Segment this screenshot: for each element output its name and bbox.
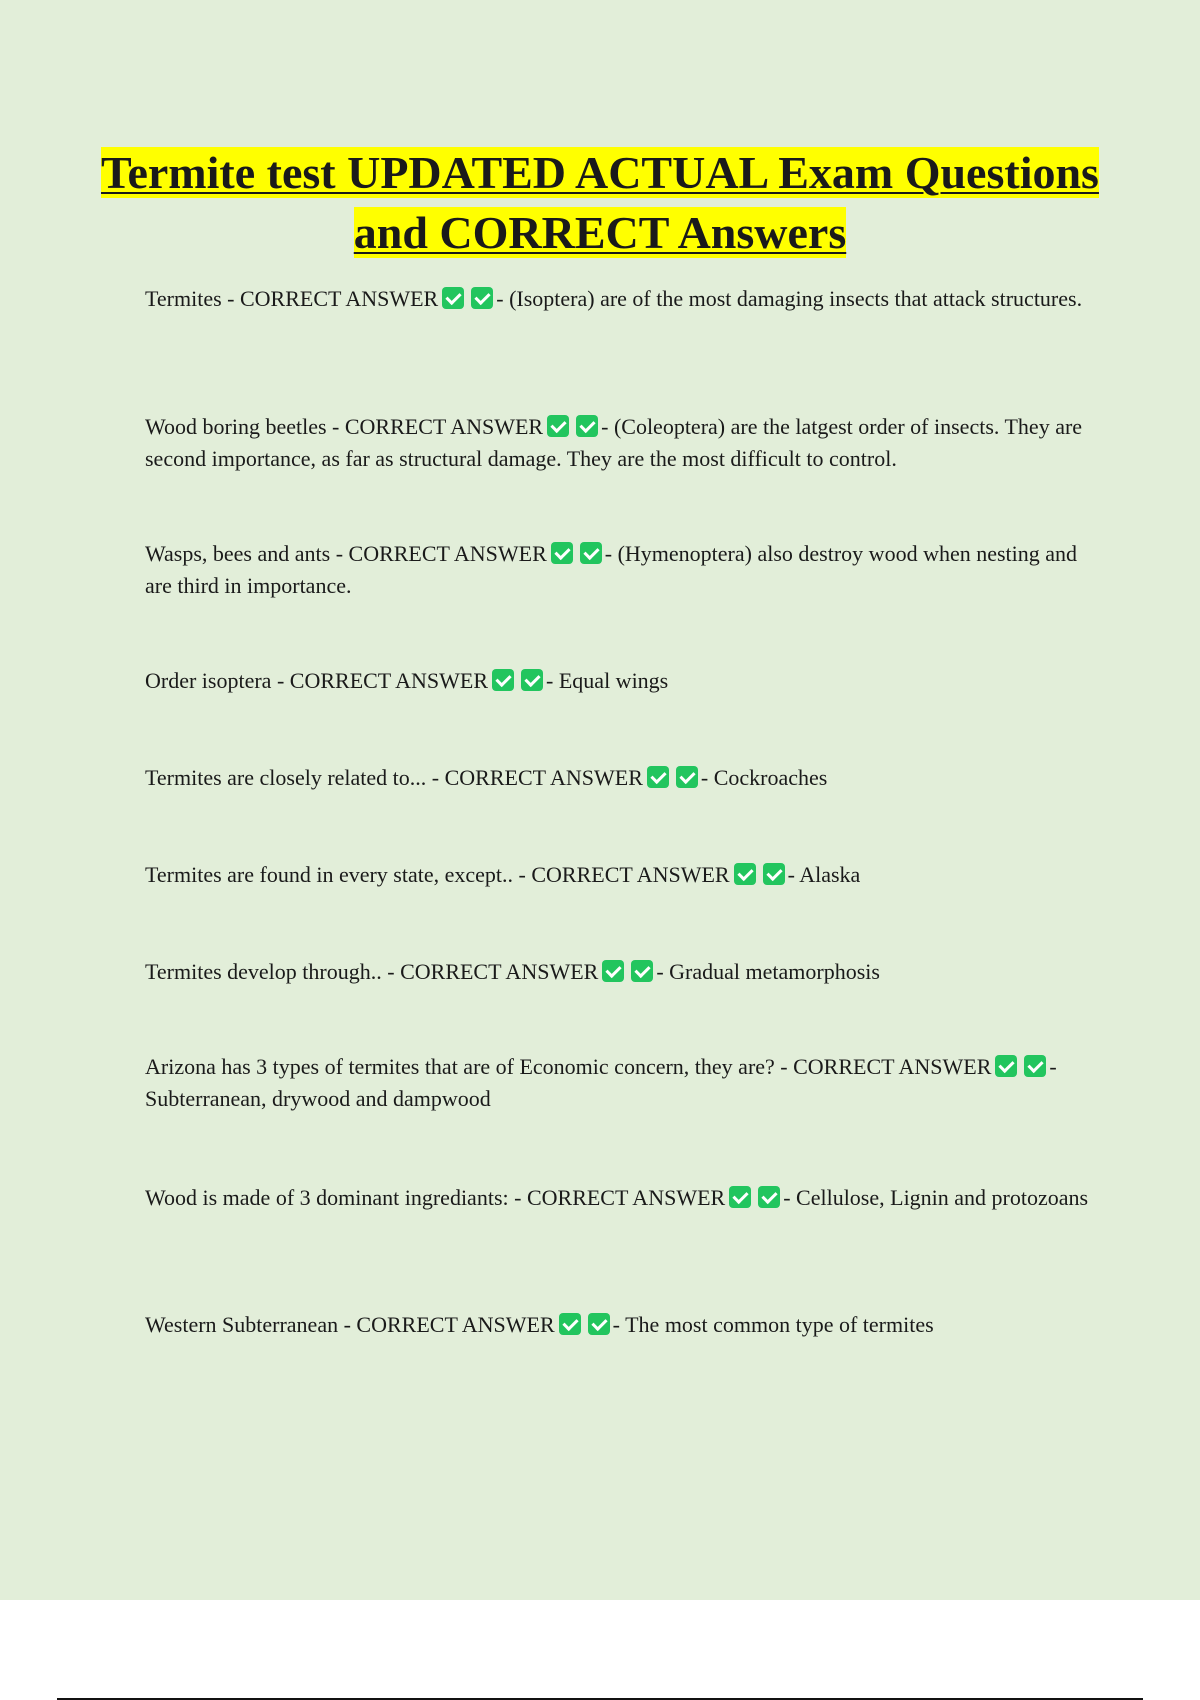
check-icon [995, 1055, 1017, 1077]
question-text: Termites [145, 286, 222, 311]
qa-item-6: Termites are found in every state, except.. - CORRECT ANSWER - Alaska [145, 862, 861, 887]
check-icon [734, 863, 756, 885]
answer-text: (Hymenoptera) also destroy wood when nesting and are third in importance. [145, 541, 1078, 598]
question-text: Termites develop through.. [145, 959, 382, 984]
check-icon [602, 960, 624, 982]
question-text: Wasps, bees and ants [145, 541, 331, 566]
check-icon [676, 766, 698, 788]
answer-marker: CORRECT ANSWER [444, 765, 643, 790]
check-icon [758, 1186, 780, 1208]
qa-item-9: Wood is made of 3 dominant ingrediants: - CORRECT ANSWER - Cellulose, Lignin and protozoans [145, 1185, 1089, 1210]
check-icon [471, 287, 493, 309]
answer-marker: CORRECT ANSWER [239, 286, 439, 311]
question-text: Western Subterranean [145, 1312, 339, 1337]
qa-item-1: Termites - CORRECT ANSWER - (Isoptera) are of the most damaging insects that attack structures. [145, 286, 1083, 311]
check-icon [729, 1186, 751, 1208]
answer-marker: CORRECT ANSWER [793, 1054, 992, 1079]
qa-item-7: Termites develop through.. - CORRECT ANSWER - Gradual metamorphosis [145, 959, 880, 984]
qa-item-10: Western Subterranean - CORRECT ANSWER - The most common type of termites [145, 1312, 934, 1337]
check-icon [763, 863, 785, 885]
check-icon [647, 766, 669, 788]
answer-text: Gradual metamorphosis [669, 959, 880, 984]
answer-marker: CORRECT ANSWER [526, 1185, 726, 1210]
question-text: Termites are found in every state, except.. [145, 862, 514, 887]
question-text: Wood boring beetles [145, 414, 327, 439]
check-icon [576, 415, 598, 437]
answer-text: (Isoptera) are of the most damaging insects that attack structures. [509, 286, 1083, 311]
document-title: Termite test UPDATED ACTUAL Exam Questions and CORRECT Answers [101, 147, 1099, 258]
answer-text: (Coleoptera) are the latgest order of insects. They are second importance, as far as structural damage. They are the most difficult to control. [145, 414, 1083, 471]
answer-text: Cockroaches [713, 765, 828, 790]
check-icon [521, 669, 543, 691]
qa-item-2: Wood boring beetles - CORRECT ANSWER - (Coleoptera) are the latgest order of insects. They are second importance, as far as structural damage. They are the most difficult to control. [145, 414, 1083, 471]
question-text: Arizona has 3 types of termites that are of Economic concern, they are? [145, 1054, 775, 1079]
check-icon [442, 287, 464, 309]
answer-marker: CORRECT ANSWER [289, 668, 489, 693]
question-text: Order isoptera [145, 668, 272, 693]
answer-marker: CORRECT ANSWER [531, 862, 730, 887]
check-icon [588, 1313, 610, 1335]
check-icon [1024, 1055, 1046, 1077]
qa-item-8: Arizona has 3 types of termites that are of Economic concern, they are? - CORRECT ANSWER - Subterranean, drywood and dampwood [145, 1054, 1057, 1111]
check-icon [492, 669, 514, 691]
answer-text: Subterranean, drywood and dampwood [145, 1086, 491, 1111]
check-icon [547, 415, 569, 437]
qa-item-5: Termites are closely related to... - CORRECT ANSWER - Cockroaches [145, 765, 828, 790]
answer-marker: CORRECT ANSWER [348, 541, 547, 566]
answer-text: Cellulose, Lignin and protozoans [796, 1185, 1089, 1210]
question-text: Termites are closely related to... [145, 765, 427, 790]
qa-item-3: Wasps, bees and ants - CORRECT ANSWER - (Hymenoptera) also destroy wood when nesting and are third in importance. [145, 541, 1078, 598]
answer-text: Alaska [799, 862, 861, 887]
check-icon [559, 1313, 581, 1335]
answer-marker: CORRECT ANSWER [356, 1312, 555, 1337]
question-text: Wood is made of 3 dominant ingrediants: [145, 1185, 509, 1210]
check-icon [580, 542, 602, 564]
check-icon [631, 960, 653, 982]
answer-marker: CORRECT ANSWER [344, 414, 544, 439]
qa-item-4: Order isoptera - CORRECT ANSWER - Equal wings [145, 668, 669, 693]
check-icon [551, 542, 573, 564]
answer-marker: CORRECT ANSWER [400, 959, 599, 984]
answer-text: Equal wings [558, 668, 669, 693]
answer-text: The most common type of termites [625, 1312, 934, 1337]
